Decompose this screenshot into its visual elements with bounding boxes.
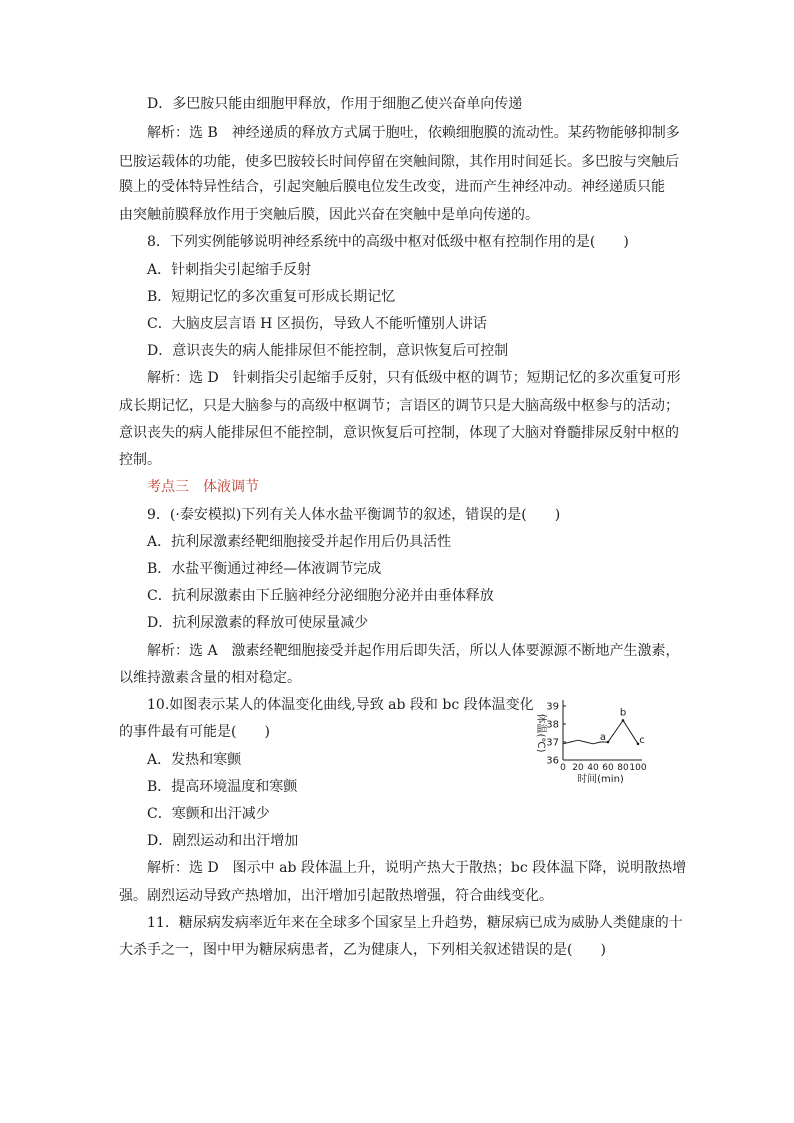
y-tick-label: 36: [546, 755, 559, 767]
option-b-q8: B．短期记忆的多次重复可形成长期记忆: [147, 289, 396, 305]
point-a: [607, 741, 610, 744]
question-11-line1: 11．糖尿病发病率近年来在全球多个国家呈上升趋势，糖尿病已成为威胁人类健康的十: [147, 915, 683, 931]
option-a-q8: A．针刺指尖引起缩手反射: [147, 262, 312, 278]
question-11-line2: 大杀手之一，图中甲为糖尿病患者，乙为健康人，下列相关叙述错误的是( ): [119, 942, 606, 958]
option-c-q9: C．抗利尿激素由下丘脑神经分泌细胞分泌并由垂体释放: [147, 588, 494, 604]
option-a-q9: A．抗利尿激素经靶细胞接受并起作用后仍具活性: [147, 534, 452, 550]
section-number: 考点三: [147, 479, 189, 495]
question-9: 9．(·泰安模拟)下列有关人体水盐平衡调节的叙述，错误的是( ): [147, 507, 561, 523]
explanation-q7-line1: 解析：选 B 神经递质的释放方式属于胞吐，依赖细胞膜的流动性。某药物能够抑制多: [147, 125, 680, 141]
point-label-c: c: [639, 734, 645, 746]
x-tick-label: 60: [602, 763, 614, 773]
chart-axes: [563, 700, 642, 760]
question-10-line1: 10.如图表示某人的体温变化曲线,导致 ab 段和 bc 段体温变化: [147, 697, 534, 713]
option-d-q10: D．剧烈运动和出汗增加: [147, 833, 299, 849]
y-axis-label: 体温(℃): [535, 713, 546, 753]
explanation-q7-line3: 膜上的受体特异性结合，引起突触后膜电位发生改变，进而产生神经冲动。神经递质只能: [119, 179, 665, 195]
option-b-q9: B．水盐平衡通过神经—体液调节完成: [147, 561, 382, 577]
y-tick-label: 37: [546, 737, 559, 749]
explanation-q7-line4: 由突触前膜释放作用于突触后膜，因此兴奋在突触中是单向传递的。: [119, 207, 539, 223]
option-c-q10: C．寒颤和出汗减少: [147, 806, 270, 822]
x-tick-label: 80: [617, 763, 629, 773]
explanation-q10-line1: 解析：选 D 图示中 ab 段体温上升，说明产热大于散热；bc 段体温下降，说明散热增: [147, 860, 687, 876]
explanation-q9-line2: 以维持激素含量的相对稳定。: [119, 670, 301, 686]
point-label-a: a: [599, 732, 607, 743]
explanation-q8-line3: 意识丧失的病人能排尿但不能控制，意识恢复后可控制，体现了大脑对脊髓排尿反射中枢的: [119, 425, 679, 441]
option-d-q7: D．多巴胺只能由细胞甲释放，作用于细胞乙使兴奋单向传递: [147, 96, 523, 112]
y-tick-label: 39: [546, 701, 559, 713]
x-tick-label: 0: [560, 763, 566, 773]
option-b-q10: B．提高环境温度和寒颤: [147, 779, 298, 795]
explanation-q8-line1: 解析：选 D 针刺指尖引起缩手反射，只有低级中枢的调节；短期记忆的多次重复可形: [147, 370, 681, 386]
explanation-q8-line2: 成长期记忆，只是大脑参与的高级中枢调节；言语区的调节只是大脑高级中枢参与的活动；: [119, 398, 679, 414]
question-8: 8．下列实例能够说明神经系统中的高级中枢对低级中枢有控制作用的是( ): [147, 234, 629, 250]
x-tick-label: 40: [587, 763, 599, 773]
option-c-q8: C．大脑皮层言语 H 区损伤，导致人不能听懂别人讲话: [147, 316, 487, 332]
question-10-line2: 的事件最有可能是( ): [119, 724, 270, 740]
explanation-q8-line4: 控制。: [119, 452, 161, 468]
section-heading: [147, 477, 259, 497]
option-d-q8: D．意识丧失的病人能排尿但不能控制，意识恢复后可控制: [147, 343, 509, 359]
point-b: [622, 719, 625, 722]
explanation-q9-line1: 解析：选 A 激素经靶细胞接受并起作用后即失活，所以人体要源源不断地产生激素，: [147, 643, 680, 659]
y-tick-label: 38: [546, 719, 559, 731]
explanation-q10-line2: 强。剧烈运动导致产热增加，出汗增加引起散热增强，符合曲线变化。: [119, 888, 553, 904]
point-label-b: b: [619, 707, 627, 719]
x-tick-label: 20: [572, 763, 584, 773]
explanation-q7-line2: 巴胺运载体的功能，使多巴胺较长时间停留在突触间隙，其作用时间延长。多巴胺与突触后: [119, 154, 679, 170]
section-title: 体液调节: [203, 479, 259, 495]
body-temperature-chart: [518, 694, 658, 790]
option-d-q9: D．抗利尿激素的释放可使尿量减少: [147, 615, 369, 631]
x-tick-label: 100: [629, 763, 647, 773]
x-axis-label: 时间(min): [577, 774, 624, 785]
option-a-q10: A．发热和寒颤: [147, 752, 242, 768]
